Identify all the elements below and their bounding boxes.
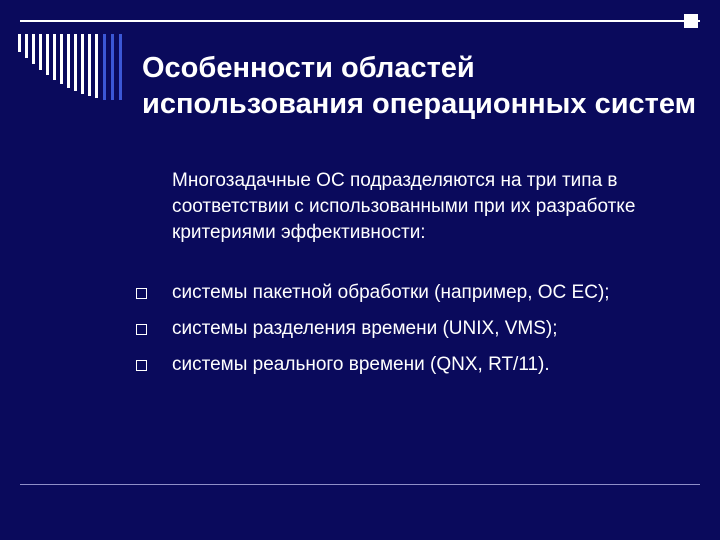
- hollow-square-icon: [136, 324, 147, 335]
- slide-body: [130, 168, 690, 388]
- list-item: [130, 280, 690, 306]
- hollow-square-icon: [136, 360, 147, 371]
- corner-square: [684, 14, 698, 28]
- intro-paragraph: Многозадачные ОС подразделяются на три типа в соответствии с использованными при их разработке критериями эффективности:: [172, 170, 636, 243]
- list-item: [130, 352, 690, 378]
- hollow-square-icon: [136, 288, 147, 299]
- list-item-text: системы пакетной обработки (например, ОС ЕС);: [172, 282, 610, 303]
- list-item: [130, 316, 690, 342]
- list-item-text: системы реального времени (QNX, RT/11).: [172, 354, 550, 375]
- slide-title: Особенности областей использования операционных систем: [142, 52, 697, 120]
- footer-rule: [20, 484, 700, 485]
- stripe-group: [18, 34, 122, 100]
- bullet-list: [130, 280, 690, 378]
- list-item-text: системы разделения времени (UNIX, VMS);: [172, 318, 558, 339]
